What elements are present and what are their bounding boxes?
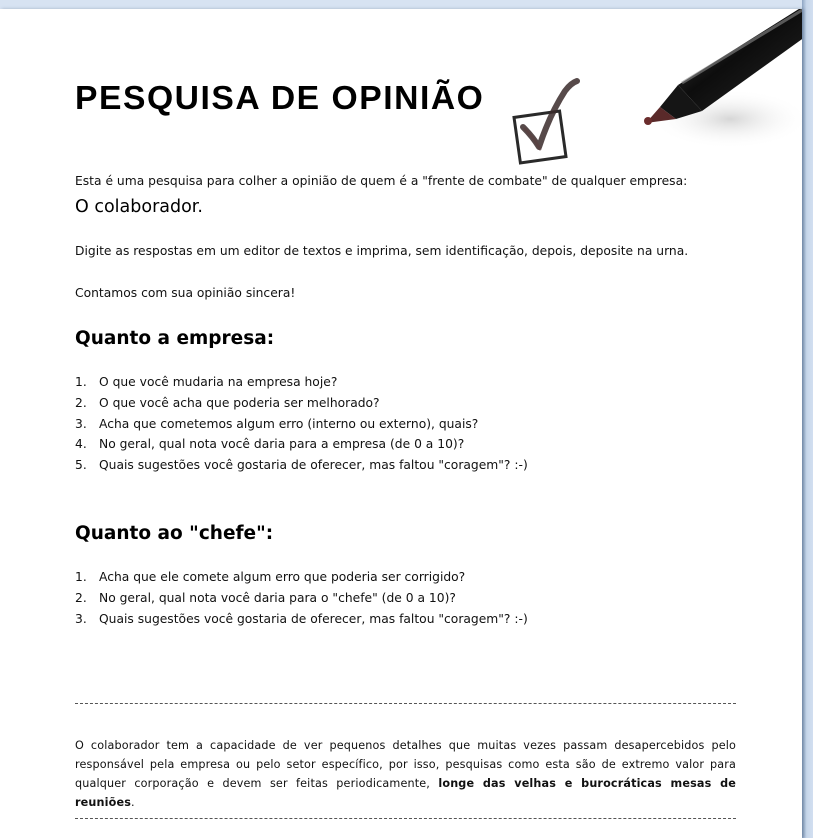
list-item: 4. No geral, qual nota você daria para a empresa (de 0 a 10)? xyxy=(75,437,465,452)
list-item: 2. No geral, qual nota você daria para o "chefe" (de 0 a 10)? xyxy=(75,590,456,605)
document-scroll-edge xyxy=(802,0,813,838)
window-top-edge xyxy=(0,0,813,9)
closing-paragraph: O colaborador tem a capacidade de ver pequenos detalhes que muitas vezes passam desapercebidos pelo responsável pela empresa ou pelo setor específico, por isso, pesquisas como esta são de extremo valor para qualquer corporação e devem ser feitas periodicamente, longe das velhas e burocráticas mesas de reuniões. xyxy=(75,739,736,809)
list-item: 2. O que você acha que poderia ser melhorado? xyxy=(75,395,380,410)
list-item: 1. Acha que ele comete algum erro que poderia ser corrigido? xyxy=(75,570,466,584)
section-heading-chefe: Quanto ao "chefe": xyxy=(75,523,274,544)
chefe-question-list xyxy=(75,570,528,632)
dashed-divider xyxy=(75,818,736,819)
dashed-divider xyxy=(75,703,736,704)
list-item: 3. Quais sugestões você gostaria de oferecer, mas faltou "coragem"? :-) xyxy=(75,611,528,626)
intro-text: Esta é uma pesquisa para colher a opinião de quem é a "frente de combate" de qualquer empresa: xyxy=(75,174,688,188)
list-item: 3. Acha que cometemos algum erro (interno ou externo), quais? xyxy=(75,416,479,431)
list-item: 5. Quais sugestões você gostaria de oferecer, mas faltou "coragem"? :-) xyxy=(75,458,528,473)
section-heading-empresa: Quanto a empresa: xyxy=(75,328,275,349)
page-title: PESQUISA DE OPINIÃO xyxy=(75,79,485,116)
list-item: 1. O que você mudaria na empresa hoje? xyxy=(75,375,338,389)
instructions-text: Digite as respostas em um editor de textos e imprima, sem identificação, depois, deposite na urna. xyxy=(75,244,689,258)
thanks-text: Contamos com sua opinião sincera! xyxy=(75,286,296,300)
closing-emphasis: longe das velhas e burocráticas mesas de reuniões xyxy=(75,777,736,809)
highlight-text: O colaborador. xyxy=(75,197,203,217)
empresa-question-list xyxy=(75,375,528,479)
checkbox-checked-icon xyxy=(505,69,605,169)
marker-pen-icon xyxy=(620,9,802,159)
document-page xyxy=(0,9,802,838)
